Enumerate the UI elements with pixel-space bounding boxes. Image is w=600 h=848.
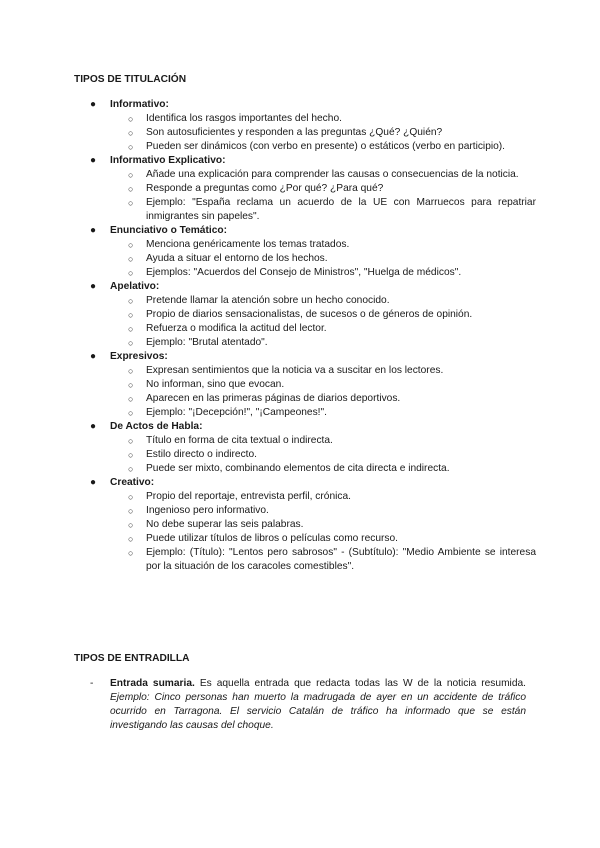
sub-item-text: Aparecen en las primeras páginas de diarios deportivos. [146,393,401,404]
sub-item-text: Ayuda a situar el entorno de los hechos. [146,253,328,264]
sub-item [110,238,536,252]
section-title-titulacion: TIPOS DE TITULACIÓN [74,74,187,85]
sub-item-text: Ejemplo: "¡Decepción!", "¡Campeones!". [146,407,327,418]
circle-bullet-icon: ○ [128,408,134,418]
sub-item [110,546,536,574]
entradilla-item [90,677,526,733]
entry-title: Entrada sumaria. [110,678,195,689]
circle-bullet-icon: ○ [128,128,134,138]
sub-item-text: Pueden ser dinámicos (con verbo en presente) o estáticos (verbo en participio). [146,141,506,152]
sub-item-text: Propio de diarios sensacionalistas, de sucesos o de géneros de opinión. [146,309,473,320]
category-sublist [110,434,536,476]
sub-item-text: Ingenioso pero informativo. [146,505,269,516]
entradilla-list [90,677,526,733]
sub-item-text: No informan, sino que evocan. [146,379,285,390]
sub-item-text: Puede utilizar títulos de libros o películas como recurso. [146,533,398,544]
category-item [84,98,536,154]
circle-bullet-icon: ○ [128,296,134,306]
bullet-icon: ● [90,155,97,166]
category-item [84,224,536,280]
circle-bullet-icon: ○ [128,548,134,558]
sub-item [110,182,536,196]
category-title: Informativo Explicativo: [110,155,226,166]
sub-item [110,336,536,350]
category-title: De Actos de Habla: [110,421,203,432]
sub-item-text: Refuerza o modifica la actitud del lector. [146,323,327,334]
category-sublist [110,168,536,224]
sub-item [110,266,536,280]
sub-item-text: Puede ser mixto, combinando elementos de cita directa e indirecta. [146,463,450,474]
sub-item [110,518,536,532]
entry-text: Es aquella entrada que redacta todas las W de la noticia resumida. [194,678,526,689]
sub-item [110,462,536,476]
sub-item-text: Ejemplo: (Título): "Lentos pero sabrosos" - (Subtítulo): "Medio Ambiente se interesa por la situación de los caracoles comestibles". [146,547,536,572]
circle-bullet-icon: ○ [128,254,134,264]
sub-item-text: Propio del reportaje, entrevista perfil, crónica. [146,491,351,502]
sub-item [110,406,536,420]
sub-item-text: Expresan sentimientos que la noticia va a suscitar en los lectores. [146,365,444,376]
sub-item [110,434,536,448]
sub-item [110,168,536,182]
circle-bullet-icon: ○ [128,324,134,334]
sub-item-text: Título en forma de cita textual o indirecta. [146,435,333,446]
bullet-icon: ● [90,281,97,292]
circle-bullet-icon: ○ [128,366,134,376]
circle-bullet-icon: ○ [128,450,134,460]
circle-bullet-icon: ○ [128,338,134,348]
sub-item [110,308,536,322]
circle-bullet-icon: ○ [128,534,134,544]
sub-item [110,196,536,224]
sub-item-text: No debe superar las seis palabras. [146,519,304,530]
sub-item [110,126,536,140]
bullet-icon: ● [90,99,97,110]
dash-bullet: - [90,678,94,689]
sub-item-text: Ejemplos: "Acuerdos del Consejo de Ministros", "Huelga de médicos". [146,267,462,278]
category-item [84,280,536,350]
sub-item-text: Ejemplo: "Brutal atentado". [146,337,268,348]
sub-item-text: Pretende llamar la atención sobre un hecho conocido. [146,295,390,306]
sub-item-text: Identifica los rasgos importantes del hecho. [146,113,342,124]
category-sublist [110,490,536,574]
sub-item-text: Añade una explicación para comprender las causas o consecuencias de la noticia. [146,169,519,180]
category-sublist [110,364,536,420]
sub-item-text: Ejemplo: "España reclama un acuerdo de la UE con Marruecos para repatriar inmigrantes sin papeles". [146,197,536,222]
bullet-icon: ● [90,351,97,362]
circle-bullet-icon: ○ [128,240,134,250]
sub-item-text: Menciona genéricamente los temas tratados. [146,239,350,250]
circle-bullet-icon: ○ [128,310,134,320]
category-title: Creativo: [110,477,155,488]
circle-bullet-icon: ○ [128,394,134,404]
titulacion-list [84,98,536,574]
circle-bullet-icon: ○ [128,114,134,124]
sub-item [110,392,536,406]
sub-item [110,378,536,392]
circle-bullet-icon: ○ [128,436,134,446]
circle-bullet-icon: ○ [128,464,134,474]
circle-bullet-icon: ○ [128,492,134,502]
circle-bullet-icon: ○ [128,380,134,390]
section-title-entradilla: TIPOS DE ENTRADILLA [74,653,190,664]
bullet-icon: ● [90,421,97,432]
bullet-icon: ● [90,477,97,488]
category-title: Expresivos: [110,351,168,362]
sub-item [110,112,536,126]
sub-item [110,448,536,462]
category-sublist [110,294,536,350]
category-item [84,476,536,574]
circle-bullet-icon: ○ [128,184,134,194]
circle-bullet-icon: ○ [128,142,134,152]
category-item [84,154,536,224]
bullet-icon: ● [90,225,97,236]
circle-bullet-icon: ○ [128,506,134,516]
category-sublist [110,238,536,280]
circle-bullet-icon: ○ [128,198,134,208]
sub-item [110,252,536,266]
category-title: Informativo: [110,99,169,110]
sub-item-text: Responde a preguntas como ¿Por qué? ¿Para qué? [146,183,384,194]
sub-item [110,532,536,546]
category-title: Apelativo: [110,281,160,292]
circle-bullet-icon: ○ [128,520,134,530]
entry-example: Ejemplo: Cinco personas han muerto la madrugada de ayer en un accidente de tráfico ocurrido en Tarragona. El servicio Catalán de tráfico ha informado que se están investigando las causas del choque. [110,692,526,731]
category-title: Enunciativo o Temático: [110,225,227,236]
sub-item-text: Son autosuficientes y responden a las preguntas ¿Qué? ¿Quién? [146,127,443,138]
sub-item [110,364,536,378]
sub-item-text: Estilo directo o indirecto. [146,449,257,460]
sub-item [110,294,536,308]
sub-item [110,140,536,154]
category-item [84,420,536,476]
sub-item [110,504,536,518]
sub-item [110,490,536,504]
category-item [84,350,536,420]
circle-bullet-icon: ○ [128,170,134,180]
sub-item [110,322,536,336]
category-sublist [110,112,536,154]
circle-bullet-icon: ○ [128,268,134,278]
